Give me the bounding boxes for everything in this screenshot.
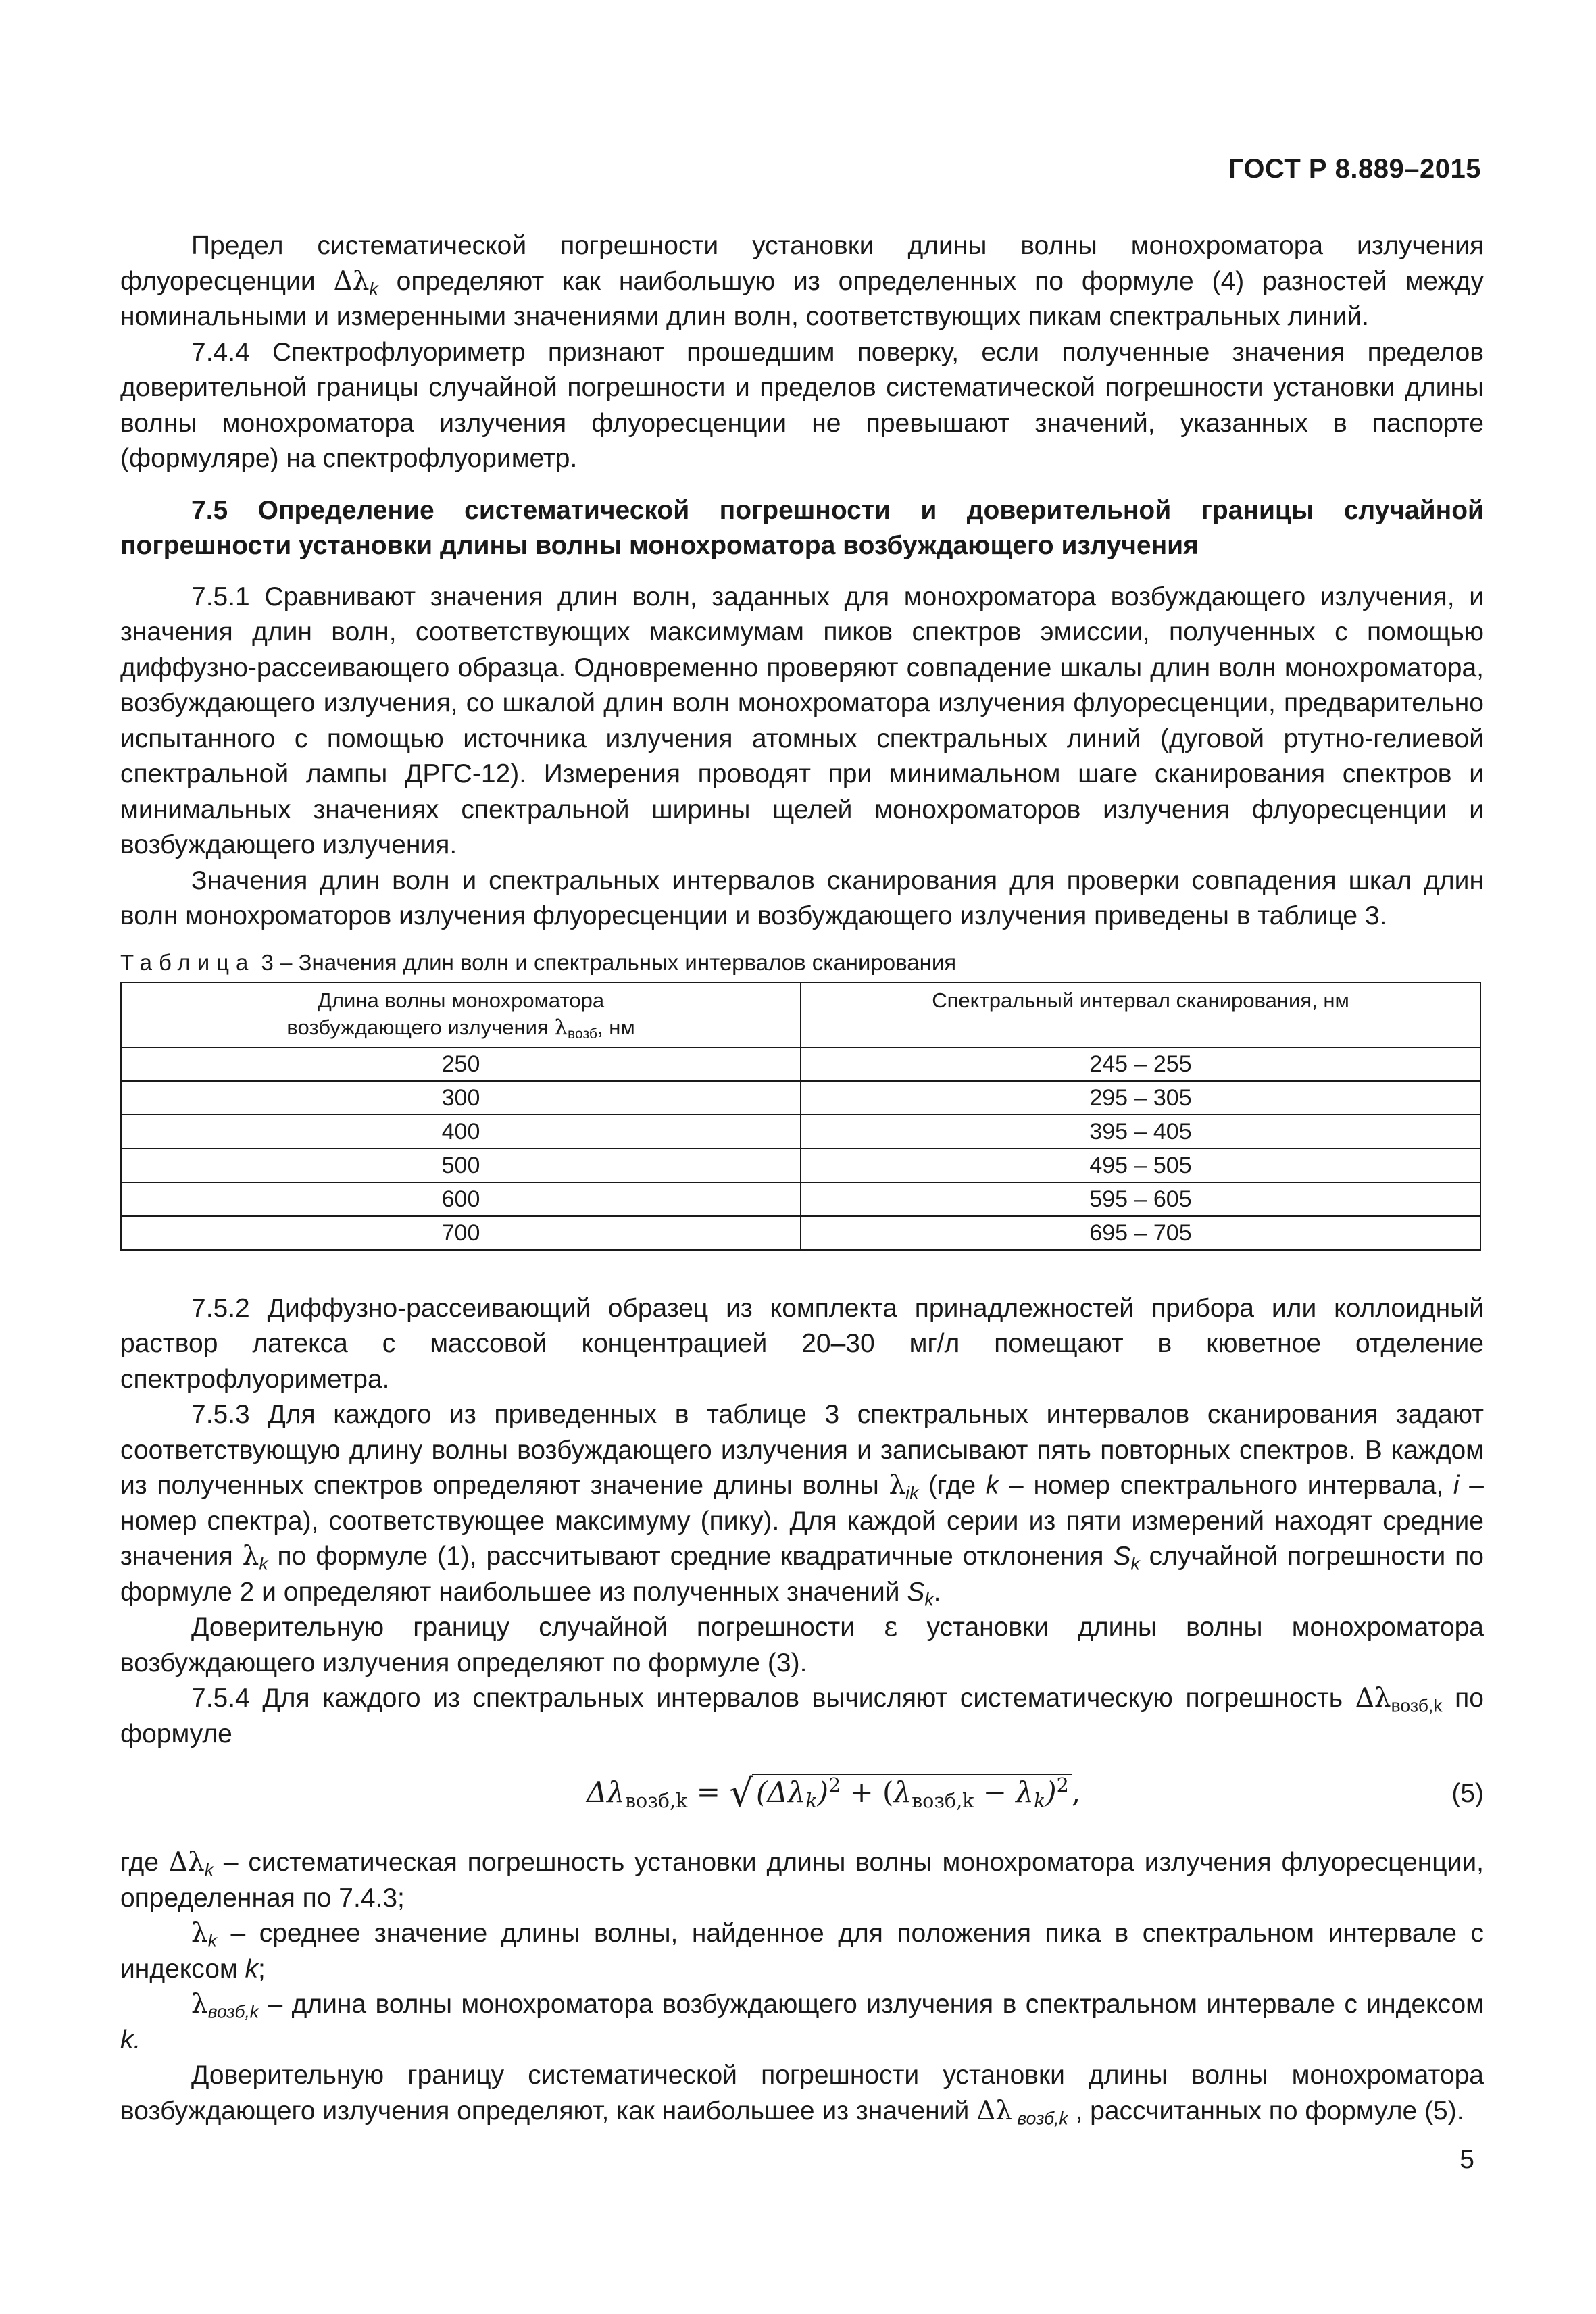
delta-lambda-symbol: Δλ bbox=[333, 266, 370, 297]
exponent: 2 bbox=[828, 1774, 841, 1796]
subscript: k bbox=[369, 278, 378, 299]
text-segment: установки длины волны монохроматора возбуждающего излучения определяют по формуле (3). bbox=[120, 1613, 1484, 1678]
spacer bbox=[120, 1251, 1484, 1291]
delta-lambda-symbol: Δλ bbox=[168, 1847, 205, 1878]
term: (Δλ bbox=[755, 1776, 806, 1809]
cell-interval: 245 – 255 bbox=[801, 1047, 1480, 1081]
paragraph-table-reference: Значения длин волн и спектральных интервалов сканирования для проверки совпадения шкал длин волн монохроматоров излучения флуоресценции и возбуждающего излучения приведены в таблице 3. bbox=[120, 865, 1484, 930]
header-line: возбуждающего излучения bbox=[286, 1015, 555, 1039]
table-row bbox=[121, 1115, 1480, 1149]
paragraph-7-4-4: 7.4.4 Спектрофлуориметр признают прошедшим поверку, если полученные значения пределов доверительной границы случайной погрешности и пределов систематической погрешности установки длины волны монохроматора излучения флуоресценции не превышают значений, указанных в паспорте (формуляре) на спектрофлуориметр. bbox=[120, 337, 1484, 473]
subscript: k bbox=[204, 1859, 214, 1880]
punctuation: , bbox=[1071, 1776, 1081, 1809]
definition-lambda-excitation bbox=[120, 1987, 1484, 2058]
equals-sign: = bbox=[687, 1776, 730, 1809]
paragraph-7-5-3 bbox=[120, 1397, 1484, 1610]
table-row bbox=[121, 1216, 1480, 1250]
cell-interval: 295 – 305 bbox=[801, 1081, 1480, 1115]
variable-s: S bbox=[907, 1577, 925, 1607]
subscript: k bbox=[259, 1553, 268, 1574]
text-segment: Доверительную границу систематической погрешности установки длины волны монохроматора возбуждающего излучения определяют, как наибольшее из значений bbox=[120, 2061, 1484, 2126]
document-body bbox=[120, 228, 1484, 2129]
cell-wavelength: 250 bbox=[121, 1047, 801, 1081]
paragraph-7-5-4 bbox=[120, 1681, 1484, 1752]
document-header: ГОСТ Р 8.889–2015 bbox=[1228, 154, 1481, 184]
lambda-symbol: λ bbox=[889, 1470, 906, 1501]
subscript: возб,k bbox=[624, 1788, 688, 1812]
cell-interval: 695 – 705 bbox=[801, 1216, 1480, 1250]
lambda-symbol: λ bbox=[242, 1541, 259, 1571]
subscript: k bbox=[207, 1930, 217, 1951]
text-segment: определяют как наибольшую из определенных по формуле (4) разностей между номинальными и измеренными значениями длин волн, соответствующих пикам спектральных линий. bbox=[120, 266, 1485, 331]
header-unit: , нм bbox=[597, 1015, 635, 1039]
table-row bbox=[121, 1182, 1480, 1216]
variable-s: S bbox=[1113, 1542, 1131, 1571]
lambda-symbol: λ bbox=[191, 1989, 208, 2019]
subscript: возб,k bbox=[912, 1788, 974, 1812]
subscript: k bbox=[1033, 1788, 1046, 1812]
text-segment: случайной погрешности по формуле 2 и определяют наибольшее из полученных значений bbox=[120, 1542, 1484, 1607]
text-segment: где bbox=[120, 1848, 169, 1877]
formula-number: (5) bbox=[1451, 1779, 1484, 1808]
formula-expression bbox=[587, 1771, 1081, 1815]
cell-wavelength: 600 bbox=[121, 1182, 801, 1216]
subscript: возб,k bbox=[1391, 1695, 1443, 1716]
text-segment: – длина волны монохроматора возбуждающего излучения в спектральном интервале с индексом bbox=[259, 1990, 1484, 2019]
cell-interval: 495 – 505 bbox=[801, 1149, 1480, 1182]
radicand bbox=[752, 1774, 1072, 1811]
subscript: ik bbox=[905, 1482, 919, 1503]
text-segment: – среднее значение длины волны, найденное для положения пика в спектральном интервале с индексом bbox=[120, 1919, 1484, 1984]
variable-k: k bbox=[245, 1954, 259, 1984]
epsilon-symbol: ε bbox=[884, 1612, 898, 1642]
column-header-interval: Спектральный интервал сканирования, нм bbox=[801, 982, 1480, 1047]
delta-lambda-symbol: Δλ bbox=[1355, 1683, 1391, 1713]
table-header-row bbox=[121, 982, 1480, 1047]
variable-i: i bbox=[1453, 1471, 1460, 1500]
text-segment: . bbox=[933, 1577, 941, 1607]
term: ) bbox=[817, 1776, 828, 1809]
table-row bbox=[121, 1081, 1480, 1115]
lambda-symbol: λ bbox=[191, 1918, 208, 1948]
column-header-wavelength bbox=[121, 982, 801, 1047]
operator: + ( bbox=[841, 1776, 894, 1809]
subscript: возб,k bbox=[1012, 2107, 1068, 2128]
paragraph-7-5-1: 7.5.1 Сравнивают значения длин волн, заданных для монохроматора возбуждающего излучения, и значения длин волн, соответствующих максимумам пиков спектров эмиссии, полученных с помощью диффузно-рассеивающего образца. Одновременно проверяют совпадение шкалы длин волн монохроматора, возбуждающего излучения, со шкалой длин волн монохроматора излучения флуоресценции, предварительно испытанного с помощью источника излучения атомных спектральных линий (дуговой ртутно-гелиевой спектральной лампы ДРГС-12). Измерения проводят при минимальном шаге сканирования спектров и минимальных значениях спектральной ширины щелей монохроматоров излучения флуоресценции и возбуждающего излучения. bbox=[120, 582, 1484, 859]
operator: − λ bbox=[974, 1776, 1034, 1809]
delta-lambda-symbol: Δλ bbox=[976, 2095, 1013, 2126]
wavelength-table bbox=[120, 982, 1481, 1251]
cell-interval: 595 – 605 bbox=[801, 1182, 1480, 1216]
text-segment: Предел систематической погрешности установки длины волны монохроматора излучения флуоресценции bbox=[120, 231, 1484, 296]
cell-wavelength: 300 bbox=[121, 1081, 801, 1115]
exponent: 2 bbox=[1056, 1774, 1069, 1796]
text-segment: ; bbox=[258, 1954, 266, 1984]
paragraph-7-5-2: 7.5.2 Диффузно-рассеивающий образец из комплекта принадлежностей прибора или коллоидный раствор латекса с массовой концентрацией 20–30 мг/л помещают в кюветное отделение спектрофлуориметра. bbox=[120, 1293, 1484, 1394]
subscript: возб,k bbox=[207, 2001, 259, 2022]
table-row bbox=[121, 1149, 1480, 1182]
table-caption-label: Таблица bbox=[120, 949, 255, 975]
section-heading-7-5: 7.5 Определение систематической погрешности и доверительной границы случайной погрешности установки длины волны монохроматора возбуждающего излучения bbox=[120, 495, 1484, 560]
text-segment: – номер спектрального интервала, bbox=[999, 1471, 1453, 1500]
text-segment: 7.5.3 Для каждого из приведенных в таблице 3 спектральных интервалов сканирования задают соответствующую длину волны возбуждающего излучения и записывают пять повторных спектров. В каждом из полученных спектров определяют значение длины волны bbox=[120, 1400, 1484, 1500]
text-segment: – систематическая погрешность установки длины волны монохроматора излучения флуоресценции, определенная по 7.4.3; bbox=[120, 1848, 1484, 1913]
term: ) bbox=[1045, 1776, 1057, 1809]
table-caption bbox=[120, 949, 1484, 976]
text-segment: по формуле (1), рассчитывают средние квадратичные отклонения bbox=[268, 1542, 1114, 1571]
text-segment: (где bbox=[918, 1471, 986, 1500]
subscript: возб bbox=[568, 1026, 597, 1042]
paragraph-final-confidence-bound bbox=[120, 2058, 1484, 2129]
cell-wavelength: 400 bbox=[121, 1115, 801, 1149]
table-caption-text: 3 – Значения длин волн и спектральных интервалов сканирования bbox=[255, 949, 957, 975]
paragraph-systematic-error-fluorescence bbox=[120, 228, 1484, 335]
definition-delta-lambda-k bbox=[120, 1845, 1484, 1916]
subscript: k bbox=[805, 1788, 818, 1812]
cell-interval: 395 – 405 bbox=[801, 1115, 1480, 1149]
text-segment: по формуле bbox=[120, 1684, 1484, 1749]
paragraph-confidence-bound bbox=[120, 1610, 1484, 1681]
formula-lhs: Δλ bbox=[587, 1776, 625, 1809]
cell-wavelength: 500 bbox=[121, 1149, 801, 1182]
cell-wavelength: 700 bbox=[121, 1216, 801, 1250]
subscript: k bbox=[1130, 1553, 1140, 1574]
variable-k: k. bbox=[120, 2025, 141, 2055]
definition-lambda-k bbox=[120, 1916, 1484, 1987]
variable-k: k bbox=[985, 1471, 999, 1500]
subscript: k bbox=[924, 1588, 934, 1609]
page-number: 5 bbox=[1460, 2145, 1474, 2174]
sqrt-icon: √ bbox=[729, 1771, 753, 1815]
text-segment: – номер спектра), соответствующее максимуму (пику). Для каждой серии из пяти измерений находят средние значения bbox=[120, 1471, 1484, 1571]
formula-5 bbox=[120, 1760, 1484, 1841]
text-segment: Доверительную границу случайной погрешности bbox=[191, 1613, 884, 1642]
text-segment: , рассчитанных по формуле (5). bbox=[1068, 2096, 1464, 2126]
text-segment: 7.5.4 Для каждого из спектральных интервалов вычисляют систематическую погрешность bbox=[191, 1684, 1355, 1713]
table-row bbox=[121, 1047, 1480, 1081]
header-line: Длина волны монохроматора bbox=[317, 988, 605, 1012]
term: λ bbox=[893, 1776, 912, 1809]
lambda-symbol: λ bbox=[554, 1015, 568, 1040]
